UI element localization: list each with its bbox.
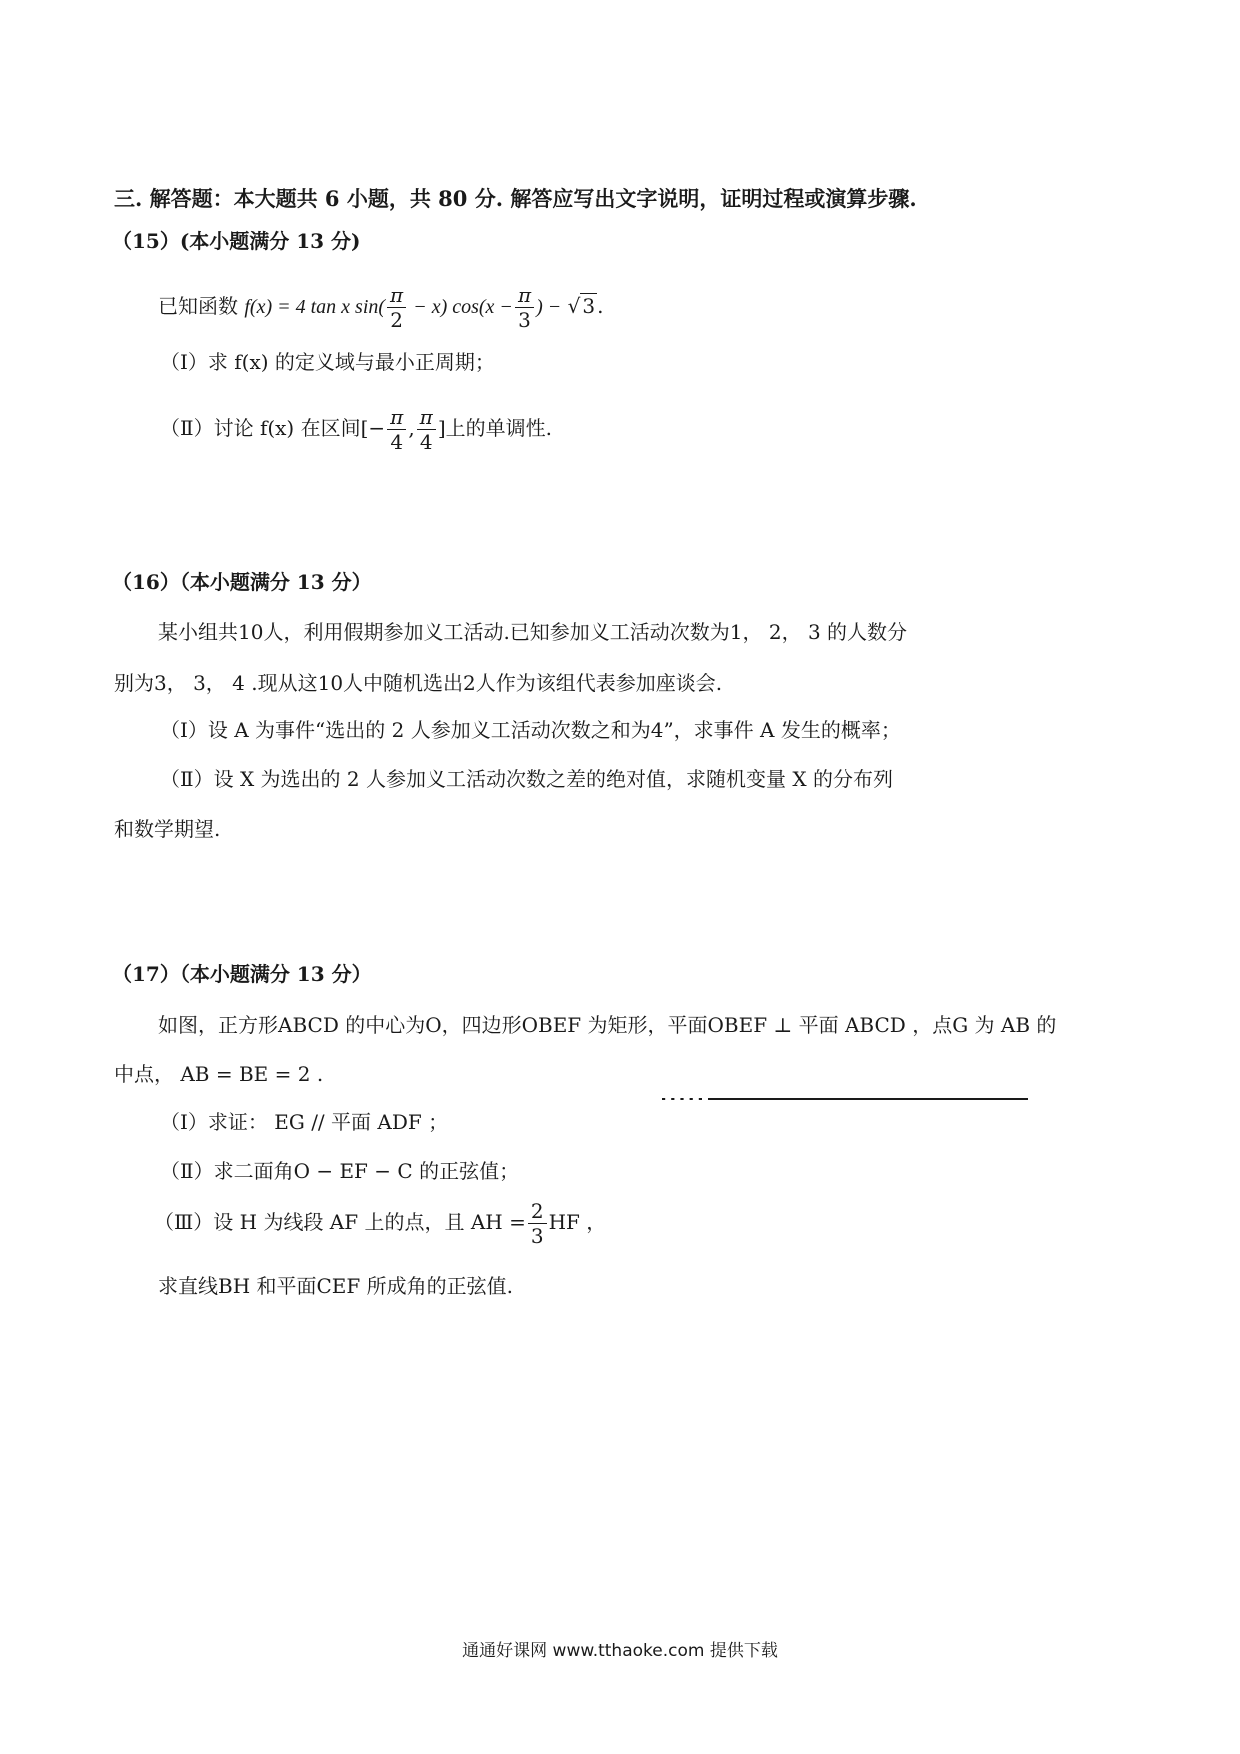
q15-frac-neg-pi-over-4 [387,405,406,454]
q15-formula-lhs: f(x) = 4 tan x sin( [244,296,386,318]
q15-frac-pi-3: π [387,405,406,430]
q17-frac-num: 2 [528,1199,547,1224]
q15-frac-2: 2 [390,308,403,332]
q17-part3-prefix: （Ⅲ）设 H 为线段 AF 上的点，且 AH = [154,1210,526,1234]
q17-title: （17）（本小题满分 13 分） [112,962,372,986]
q15-frac-pi-over-4 [417,405,436,454]
q17-line1: 如图，正方形ABCD 的中心为O，四边形OBEF 为矩形，平面OBEF ⊥ 平面 ABCD ，点G 为 AB 的 [158,1013,1057,1037]
q15-frac-pi-over-3 [515,283,534,332]
q15-frac-4b: 4 [419,430,433,454]
q17-part3-cont: 求直线BH 和平面CEF 所成角的正弦值. [158,1274,513,1298]
q17-frac-den: 3 [530,1224,544,1248]
q17-line2: 中点， AB = BE = 2 . [114,1062,324,1086]
q15-title: （15）(本小题满分 13 分) [112,229,361,253]
q16-part1: （Ⅰ）设 A 为事件“选出的 2 人参加义工活动次数之和为4”，求事件 A 发生的概率； [160,718,901,742]
q15-sqrt: √ 3 [567,294,596,318]
q17-part3-suffix: HF ， [548,1210,607,1234]
q17-part1: （Ⅰ）求证： EG // 平面 ADF ； [160,1110,449,1134]
section-header: 三. 解答题：本大题共 6 小题，共 80 分. 解答应写出文字说明，证明过程或演算步骤. [114,186,917,211]
q17-part3 [154,1194,606,1254]
q15-comma: , [408,416,415,440]
q15-minus-x-cos: − x) cos(x − [408,296,513,318]
figure-rule-dashes [656,1097,708,1100]
q15-part2-prefix: （Ⅱ）讨论 f(x) 在区间[− [160,416,386,440]
q16-title: （16）（本小题满分 13 分） [112,570,372,594]
q15-close-minus: ) − [536,296,562,318]
q15-part2-suffix: ]上的单调性. [437,416,552,440]
q17-part2: （Ⅱ）求二面角O − EF − C 的正弦值； [160,1159,520,1183]
q17-frac-2-over-3 [528,1199,547,1248]
q15-formula [158,278,603,338]
footer-source: 通通好课网 www.tthaoke.com 提供下载 [462,1641,778,1661]
q16-part2-cont: 和数学期望. [114,817,221,841]
q15-period: . [597,294,604,318]
q16-part2: （Ⅱ）设 X 为选出的 2 人参加义工活动次数之差的绝对值，求随机变量 X 的分布列 [160,767,893,791]
q15-frac-pi-2: π [515,283,534,308]
q15-frac-pi: π [387,283,406,308]
figure-rule-line [656,1098,1028,1100]
q15-frac-4a: 4 [390,430,404,454]
q15-sqrt-radicand: 3 [582,294,596,318]
q15-frac-3: 3 [518,308,531,332]
q16-line2: 别为3， 3， 4 .现从这10人中随机选出2人作为该组代表参加座谈会. [114,671,723,695]
q15-intro: 已知函数 [158,294,238,318]
q16-line1: 某小组共10人，利用假期参加义工活动.已知参加义工活动次数为1， 2， 3 的人数分 [158,620,908,644]
q15-part2 [160,400,552,460]
q15-part1: （Ⅰ）求 f(x) 的定义域与最小正周期； [160,350,495,374]
q15-frac-pi-4: π [417,405,436,430]
q15-frac-pi-over-2 [387,283,406,332]
